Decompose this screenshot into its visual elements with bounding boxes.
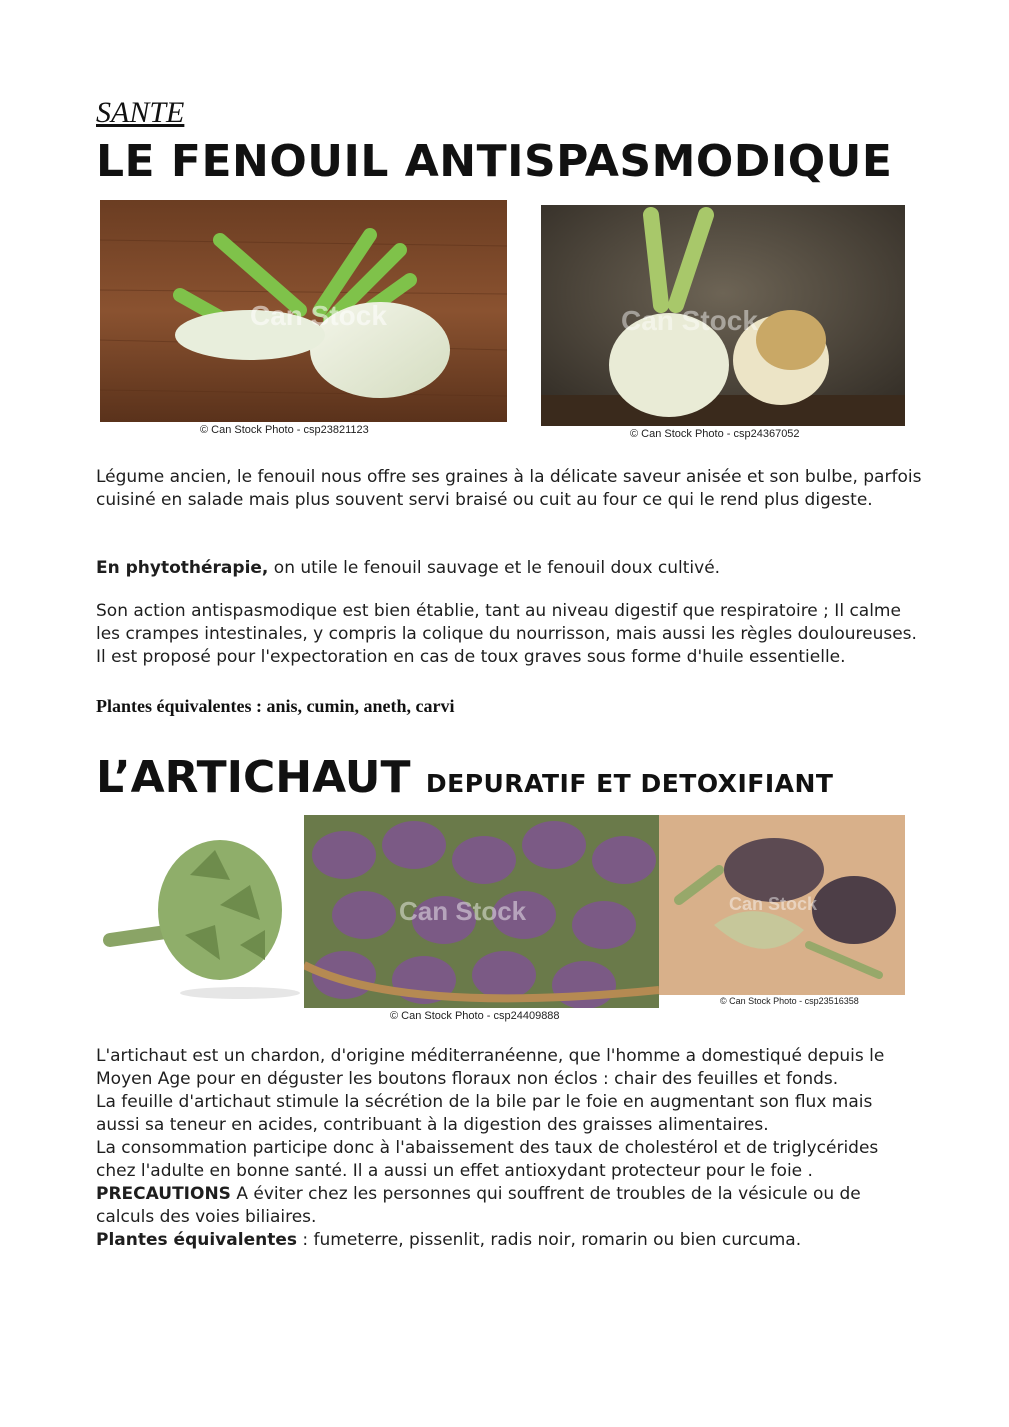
artichoke-image-1 <box>100 815 300 1005</box>
fennel-image-2 <box>541 205 905 426</box>
phyto-text: on utile le fenouil sauvage et le fenouil doux cultivé. <box>268 558 721 578</box>
artichoke-photo-2 <box>304 815 659 1008</box>
equiv-label: Plantes équivalentes <box>96 1230 297 1250</box>
equiv-label: Plantes équivalentes : <box>96 696 262 716</box>
fennel-photo-2 <box>541 205 905 426</box>
artichoke-photo-1 <box>100 815 300 1005</box>
watermark: Can Stock <box>250 300 387 331</box>
paragraph: Son action antispasmodique est bien établie, tant au niveau digestif que respiratoire ; Il calme les crampes intestinales, y compris la colique du nourrisson, mais aussi les règles douloureuses. Il est proposé pour l'expectoration en cas de toux graves sous forme d'huile essentielle. <box>96 601 917 667</box>
precautions-label: PRECAUTIONS <box>96 1184 231 1204</box>
fennel-equivalents <box>96 696 455 717</box>
page-title: LE FENOUIL ANTISPASMODIQUE <box>96 136 893 187</box>
phyto-label: En phytothérapie, <box>96 558 269 578</box>
watermark: Can Stock <box>729 894 818 914</box>
paragraph: Légume ancien, le fenouil nous offre ses graines à la délicate saveur anisée et son bulbe, parfois cuisiné en salade mais plus souvent servi braisé ou cuit au four ce qui le rend plus digeste. <box>96 467 922 510</box>
artichoke-subtitle: DEPURATIF ET DETOXIFIANT <box>425 769 834 798</box>
photo-caption: © Can Stock Photo - csp23516358 <box>720 996 859 1006</box>
artichoke-image-3 <box>659 815 905 995</box>
fennel-phyto <box>96 557 926 580</box>
paragraph: L'artichaut est un chardon, d'origine méditerranéenne, que l'homme a domestiqué depuis le Moyen Age pour en déguster les boutons floraux non éclos : chair des feuilles et fonds. <box>96 1046 885 1089</box>
paragraph: La consommation participe donc à l'abaissement des taux de cholestérol et de triglycérides chez l'adulte en bonne santé. Il a aussi un effet antioxydant protecteur pour le foie . <box>96 1138 879 1181</box>
photo-caption: © Can Stock Photo - csp24367052 <box>630 428 800 440</box>
section-kicker: SANTE <box>96 96 185 129</box>
equiv-text: anis, cumin, aneth, carvi <box>262 696 455 716</box>
equiv-text: : fumeterre, pissenlit, radis noir, romarin ou bien curcuma. <box>296 1230 802 1250</box>
artichoke-title: L’ARTICHAUT <box>96 752 411 803</box>
watermark: Can Stock <box>621 305 758 336</box>
artichoke-body <box>96 1045 916 1252</box>
fennel-photo-1 <box>100 200 507 422</box>
watermark: Can Stock <box>399 896 527 926</box>
photo-caption: © Can Stock Photo - csp23821123 <box>200 424 369 436</box>
fennel-image-1 <box>100 200 507 422</box>
photo-caption: © Can Stock Photo - csp24409888 <box>390 1010 560 1022</box>
precautions-text: A éviter chez les personnes qui souffrent de troubles de la vésicule ou de calculs des voies biliaires. <box>96 1184 861 1227</box>
artichoke-image-2 <box>304 815 659 1008</box>
fennel-action <box>96 600 926 669</box>
paragraph: La feuille d'artichaut stimule la sécrétion de la bile par le foie en augmentant son flux mais aussi sa teneur en acides, contribuant à la digestion des graisses alimentaires. <box>96 1092 873 1135</box>
fennel-intro <box>96 466 926 512</box>
artichoke-photo-3 <box>659 815 905 995</box>
artichoke-heading <box>96 752 833 803</box>
